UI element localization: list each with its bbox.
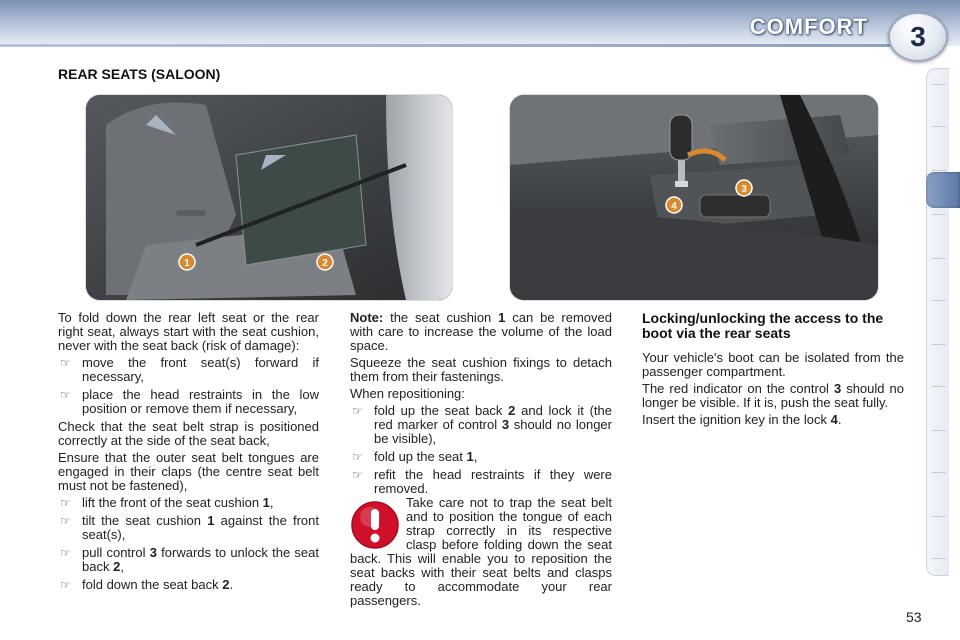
tab-divider (932, 386, 946, 387)
pointing-hand-icon: ☞ (352, 404, 363, 418)
callout-2 (317, 254, 333, 270)
tab-divider (932, 126, 946, 127)
pointing-hand-icon: ☞ (352, 468, 363, 482)
page-number: 53 (906, 609, 922, 625)
pointing-hand-icon: ☞ (60, 496, 71, 510)
list-item: ☞ fold down the seat back 2. (60, 577, 234, 592)
svg-text:1: 1 (184, 258, 190, 269)
svg-text:3: 3 (741, 184, 747, 195)
boot-paragraph-1: Your vehicle's boot can be isolated from the passenger compartment. (642, 350, 904, 379)
boot-lock-figure (510, 95, 878, 300)
warning-text: Take care not to trap the seat belt and to position the tongue of each strap correctly in its respective clasp before folding down the seat back. This will enable you to reposition the seat backs with their seat belts and clasps ready to accommodate your rear passengers. (350, 495, 612, 608)
reposition-steps-list (350, 404, 612, 496)
list-item: ☞ fold up the seat 1, (352, 449, 478, 464)
tab-divider (932, 300, 946, 301)
pointing-hand-icon: ☞ (60, 578, 71, 592)
tab-divider (932, 472, 946, 473)
chapter-number-badge (888, 12, 948, 62)
tab-divider (932, 516, 946, 517)
list-item: ☞ tilt the seat cushion 1 against the front seat(s), (60, 513, 319, 542)
list-item: ☞ move the front seat(s) forward if necessary, (60, 355, 319, 384)
rear-seat-fold-figure (86, 95, 452, 300)
warning-block (350, 496, 612, 608)
column-middle (350, 311, 612, 500)
callout-3 (736, 180, 752, 196)
chapter-number: 3 (910, 21, 926, 52)
list-item: ☞ lift the front of the seat cushion 1, (60, 495, 274, 510)
column-right (642, 311, 904, 430)
tab-divider (932, 214, 946, 215)
intro-paragraph: To fold down the rear left seat or the rear right seat, always start with the seat cushion, never with the seat back (risk of damage): (58, 310, 319, 353)
tab-divider (932, 430, 946, 431)
rear-seat-illustration (86, 95, 452, 300)
column-left (58, 311, 319, 596)
callout-4 (666, 197, 682, 213)
chapter-title: COMFORT (749, 14, 868, 39)
chapter-tab-active[interactable] (926, 172, 960, 208)
pointing-hand-icon: ☞ (60, 546, 71, 560)
pointing-hand-icon: ☞ (352, 450, 363, 464)
boot-access-heading: Locking/unlocking the access to the boot via the rear seats (642, 310, 884, 341)
list-item: ☞ place the head restraints in the low position or remove them if necessary, (60, 387, 319, 416)
boot-paragraph-2: The red indicator on the control 3 should no longer be visible. If it is, push the seat fully. (642, 381, 904, 410)
header-rule (0, 44, 900, 47)
repositioning-paragraph: When repositioning: (350, 386, 465, 401)
tab-divider (932, 558, 946, 559)
svg-text:4: 4 (671, 201, 677, 212)
svg-text:2: 2 (322, 258, 328, 269)
note-paragraph: Note: the seat cushion 1 can be removed with care to increase the volume of the load space. (350, 310, 612, 353)
tongues-paragraph: Ensure that the outer seat belt tongues are engaged in their claps (the centre seat belt must not be fastened), (58, 450, 319, 493)
tab-divider (932, 170, 946, 171)
tab-divider (932, 344, 946, 345)
chapter-tab-strip (926, 68, 949, 576)
pointing-hand-icon: ☞ (60, 356, 71, 370)
list-item: ☞ fold up the seat back 2 and lock it (the red marker of control 3 should no longer be visible), (352, 403, 612, 446)
boot-paragraph-3: Insert the ignition key in the lock 4. (642, 412, 842, 427)
fold-steps-list (58, 496, 319, 592)
pointing-hand-icon: ☞ (60, 388, 71, 402)
tab-divider (932, 84, 946, 85)
warning-exclamation-icon (350, 500, 400, 550)
prep-steps-list (58, 356, 319, 416)
list-item: ☞ pull control 3 forwards to unlock the seat back 2, (60, 545, 319, 574)
pointing-hand-icon: ☞ (60, 514, 71, 528)
section-title: REAR SEATS (SALOON) (58, 66, 221, 82)
boot-lock-illustration (510, 95, 878, 300)
tab-divider (932, 258, 946, 259)
list-item: ☞ refit the head restraints if they were removed. (352, 467, 612, 496)
belt-paragraph: Check that the seat belt strap is positioned correctly at the side of the seat back, (58, 419, 319, 448)
squeeze-paragraph: Squeeze the seat cushion fixings to detach them from their fastenings. (350, 355, 612, 384)
callout-1 (179, 254, 195, 270)
